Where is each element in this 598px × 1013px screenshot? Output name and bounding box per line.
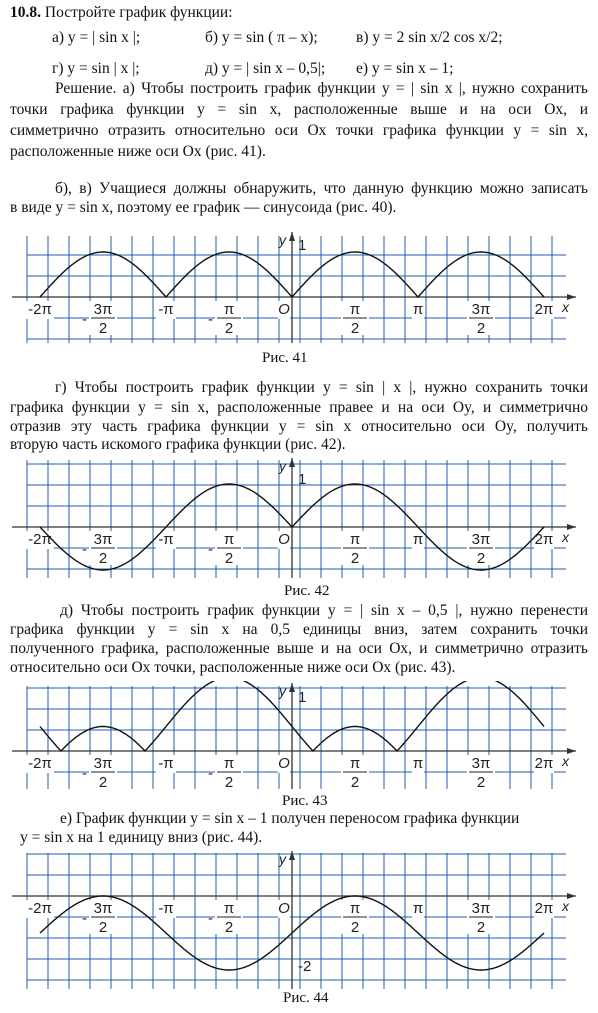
- svg-text:O: O: [278, 301, 290, 318]
- figure-44-caption: Рис. 44: [283, 990, 329, 1006]
- x-tick-label: [341, 900, 369, 936]
- problem-statement: Постройте график функции:: [44, 4, 233, 21]
- solution-bv-line1: б), в) Учащиеся должны обнаружить, что данную функцию можно записать: [55, 180, 588, 197]
- x-tick-label: [82, 900, 117, 936]
- svg-text:π: π: [223, 755, 235, 772]
- x-tick-label: [208, 531, 243, 567]
- solution-a-line1: Решение. а) Чтобы построить график функции y = | sin x |, нужно сохранить: [55, 80, 588, 97]
- svg-text:O: O: [278, 531, 290, 548]
- svg-text:2: 2: [98, 550, 108, 567]
- x-tick-label: [278, 301, 290, 319]
- x-tick-label: [26, 531, 54, 549]
- y-tick-label: 1: [298, 689, 307, 706]
- x-tick-label: [156, 755, 176, 773]
- svg-text:2: 2: [98, 919, 108, 936]
- item-d: д) y = | sin x – 0,5|;: [205, 60, 326, 77]
- svg-text:-: -: [82, 765, 87, 782]
- x-axis-label: x: [562, 753, 569, 769]
- svg-text:2: 2: [350, 774, 360, 791]
- solution-g-line1: г) Чтобы построить график функции y = sin | x |, нужно сохранить точки: [55, 379, 588, 396]
- figure-42-plot: [0, 456, 598, 580]
- figure-44-plot: [0, 849, 598, 991]
- svg-text:-: -: [208, 765, 213, 782]
- item-b: б) y = sin ( π – x);: [205, 29, 318, 46]
- svg-text:2: 2: [476, 320, 486, 337]
- x-tick-label: [82, 531, 117, 567]
- figure-43-plot: [0, 681, 598, 791]
- svg-text:-: -: [82, 541, 87, 558]
- x-axis-label: x: [562, 898, 569, 914]
- svg-text:π: π: [223, 301, 235, 318]
- svg-text:3π: 3π: [471, 531, 491, 548]
- svg-text:2: 2: [350, 919, 360, 936]
- solution-g-line2: графика функции y = sin x, расположенные правее и на оси Oy, и симметрично: [10, 399, 588, 416]
- svg-text:π: π: [349, 755, 361, 772]
- x-tick-label: [467, 900, 495, 936]
- x-tick-label: [208, 755, 243, 791]
- problem-header: [10, 4, 233, 22]
- svg-text:-: -: [82, 910, 87, 927]
- item-e: е) y = sin x – 1;: [356, 60, 454, 77]
- svg-text:π: π: [349, 301, 361, 318]
- x-tick-label: [412, 755, 424, 773]
- x-tick-label: [412, 301, 424, 319]
- svg-text:2: 2: [476, 919, 486, 936]
- svg-text:π: π: [412, 755, 424, 772]
- svg-text:-: -: [208, 541, 213, 558]
- x-tick-label: [82, 755, 117, 791]
- svg-text:π: π: [412, 900, 424, 917]
- svg-text:3π: 3π: [471, 755, 491, 772]
- y-axis-label: y: [279, 232, 286, 248]
- x-tick-label: [412, 900, 424, 918]
- solution-bv-line2: в виде y = sin x, поэтому ее график — синусоида (рис. 40).: [10, 199, 397, 216]
- solution-e-line1: е) График функции y = sin x – 1 получен переносом графика функции: [60, 810, 520, 827]
- x-tick-label: [534, 301, 554, 319]
- problem-number: 10.8.: [10, 4, 41, 21]
- svg-text:-2π: -2π: [28, 301, 52, 318]
- svg-text:π: π: [223, 531, 235, 548]
- solution-a-line4: расположенные ниже оси Ox (рис. 41).: [10, 143, 266, 160]
- y-tick-label: 1: [298, 471, 307, 488]
- svg-text:π: π: [412, 301, 424, 318]
- solution-g-line3: отразив эту часть графика функции y = sin x относительно оси Oy, получить: [10, 418, 588, 435]
- x-axis-label: x: [562, 299, 569, 315]
- x-tick-label: [156, 900, 176, 918]
- x-tick-label: [341, 531, 369, 567]
- y-axis-arrow: [289, 851, 295, 860]
- x-tick-label: [278, 755, 290, 773]
- x-tick-label: [534, 900, 554, 918]
- x-tick-label: [26, 755, 54, 773]
- svg-text:2: 2: [98, 774, 108, 791]
- x-tick-label: [467, 531, 495, 567]
- svg-text:2: 2: [350, 320, 360, 337]
- svg-text:2: 2: [224, 550, 234, 567]
- x-tick-label: [156, 301, 176, 319]
- svg-text:-: -: [82, 311, 87, 328]
- svg-text:-π: -π: [158, 755, 174, 772]
- svg-text:2: 2: [224, 774, 234, 791]
- svg-text:2: 2: [98, 320, 108, 337]
- svg-text:3π: 3π: [93, 755, 113, 772]
- svg-text:O: O: [278, 900, 290, 917]
- svg-text:2: 2: [224, 919, 234, 936]
- svg-text:-: -: [208, 311, 213, 328]
- svg-text:2: 2: [350, 550, 360, 567]
- x-tick-label: [208, 301, 243, 337]
- svg-text:3π: 3π: [93, 531, 113, 548]
- solution-d-line3: полученного графика, расположенные выше и на оси Ox, и симметрично отразить: [10, 640, 588, 657]
- solution-a-line3: симметрично отразить относительно оси Ox точки графика функции y = sin x,: [10, 122, 588, 139]
- svg-text:2π: 2π: [534, 531, 554, 548]
- svg-text:-2π: -2π: [28, 531, 52, 548]
- svg-text:π: π: [349, 900, 361, 917]
- svg-text:π: π: [412, 531, 424, 548]
- x-tick-label: [341, 301, 369, 337]
- svg-text:2: 2: [224, 320, 234, 337]
- svg-text:-π: -π: [158, 900, 174, 917]
- y-tick-label: 1: [298, 237, 307, 254]
- figure-42-caption: Рис. 42: [284, 583, 330, 599]
- x-tick-label: [278, 531, 290, 549]
- svg-text:-: -: [208, 910, 213, 927]
- y-axis-label: y: [279, 458, 286, 474]
- svg-text:-2π: -2π: [28, 900, 52, 917]
- solution-a-line2: точки графика функции y = sin x, расположенные выше и на оси Ox, и: [10, 101, 588, 118]
- svg-text:3π: 3π: [471, 301, 491, 318]
- x-tick-label: [208, 900, 243, 936]
- svg-text:O: O: [278, 755, 290, 772]
- x-tick-label: [26, 301, 54, 319]
- svg-text:-2π: -2π: [28, 755, 52, 772]
- svg-text:3π: 3π: [93, 900, 113, 917]
- y-axis-label: y: [279, 683, 286, 699]
- svg-text:2π: 2π: [534, 301, 554, 318]
- solution-g-line4: вторую часть искомого графика функции (рис. 42).: [10, 436, 346, 453]
- svg-text:2: 2: [476, 550, 486, 567]
- y-axis-arrow: [289, 232, 295, 241]
- item-g: г) y = sin | x |;: [52, 60, 140, 77]
- solution-d-line2: графика функции y = sin x на 0,5 единицы вниз, затем сохранить точки: [10, 621, 588, 638]
- y-axis-arrow: [289, 458, 295, 467]
- x-tick-label: [278, 900, 290, 918]
- svg-text:π: π: [223, 900, 235, 917]
- svg-text:-π: -π: [158, 531, 174, 548]
- figure-43-caption: Рис. 43: [282, 793, 328, 809]
- svg-text:2π: 2π: [534, 900, 554, 917]
- item-a: а) y = | sin x |;: [52, 29, 141, 46]
- svg-text:3π: 3π: [471, 900, 491, 917]
- x-axis-label: x: [562, 529, 569, 545]
- solution-e-line2: y = sin x на 1 единицу вниз (рис. 44).: [20, 829, 263, 846]
- figure-41-caption: Рис. 41: [262, 350, 308, 366]
- svg-text:-π: -π: [158, 301, 174, 318]
- x-tick-label: [467, 755, 495, 791]
- y-axis-label: y: [279, 851, 286, 867]
- svg-text:3π: 3π: [93, 301, 113, 318]
- figure-41-plot: [0, 230, 598, 345]
- svg-text:2π: 2π: [534, 755, 554, 772]
- y-tick-label: -2: [298, 958, 312, 975]
- solution-d-line1: д) Чтобы построить график функции y = | sin x – 0,5 |, нужно перенести: [60, 602, 588, 619]
- x-tick-label: [534, 755, 554, 773]
- solution-d-line4: относительно оси Ox точки, расположенные ниже оси Ox (рис. 43).: [10, 659, 456, 676]
- x-tick-label: [82, 301, 117, 337]
- item-v: в) y = 2 sin x/2 cos x/2;: [356, 29, 503, 46]
- x-tick-label: [412, 531, 424, 549]
- x-tick-label: [341, 755, 369, 791]
- x-tick-label: [467, 301, 495, 337]
- svg-text:π: π: [349, 531, 361, 548]
- svg-text:2: 2: [476, 774, 486, 791]
- x-tick-label: [26, 900, 54, 918]
